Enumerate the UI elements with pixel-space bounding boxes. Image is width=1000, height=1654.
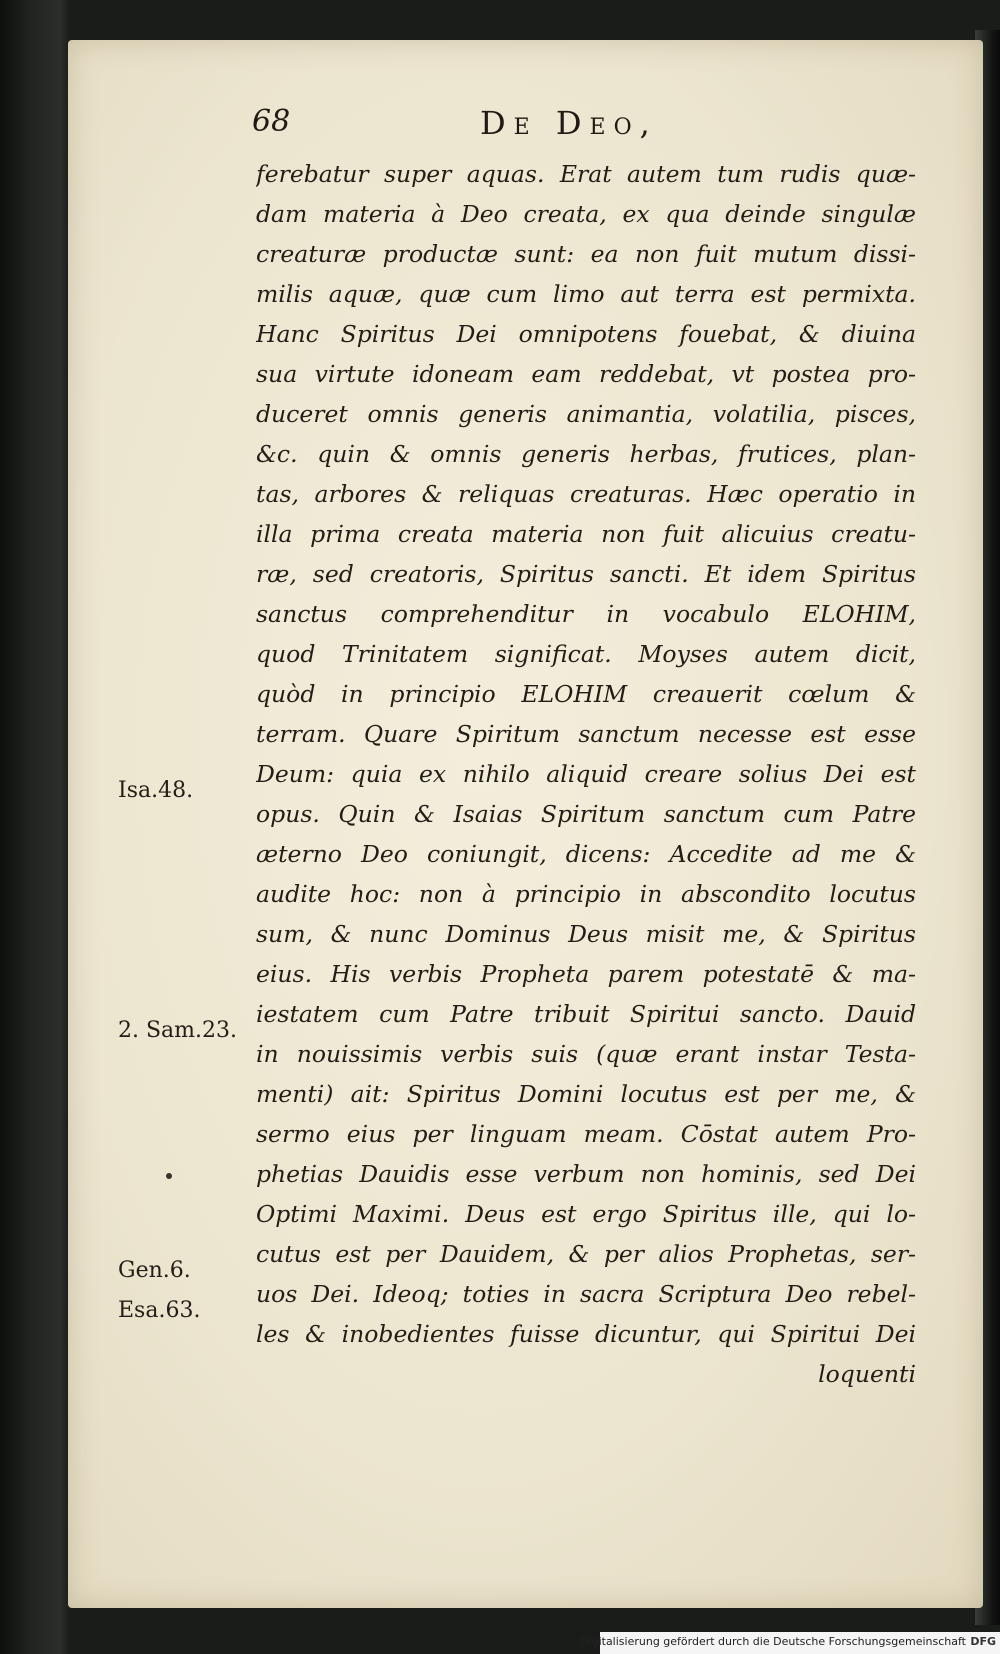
margin-note-gen: Gen.6.	[118, 1258, 191, 1283]
text-line: iestatem cum Patre tribuit Spiritui sancto. Dauid	[256, 1000, 916, 1028]
text-line: illa prima creata materia non fuit alicuius creatu-	[256, 520, 916, 548]
dfg-logo: DFG	[970, 1635, 996, 1648]
text-line: tas, arbores & reliquas creaturas. Hæc operatio in	[256, 480, 916, 508]
text-line: æterno Deo coniungit, dicens: Accedite ad me &	[256, 840, 916, 868]
text-line: ferebatur super aquas. Erat autem tum rudis quæ-	[256, 160, 916, 188]
margin-mark	[166, 1173, 172, 1179]
text-line: &c. quin & omnis generis herbas, frutices, plan-	[256, 440, 916, 468]
text-line: uos Dei. Ideoq; toties in sacra Scriptura Deo rebel-	[256, 1280, 916, 1308]
text-line: creaturæ productæ sunt: ea non fuit mutum dissi-	[256, 240, 916, 268]
margin-note-sam: 2. Sam.23.	[118, 1018, 238, 1043]
text-line: sanctus comprehenditur in vocabulo ELOHIM,	[256, 600, 916, 628]
body-text	[256, 154, 916, 1394]
text-line: sermo eius per linguam meam. Cōstat autem Pro-	[256, 1120, 916, 1148]
text-line: menti) ait: Spiritus Domini locutus est per me, &	[256, 1080, 916, 1108]
margin-note-isa: Isa.48.	[118, 778, 194, 803]
text-line: sum, & nunc Dominus Deus misit me, & Spiritus	[256, 920, 916, 948]
text-line: Optimi Maximi. Deus est ergo Spiritus ille, qui lo-	[256, 1200, 916, 1228]
running-head: De Deo,	[480, 104, 658, 142]
text-line: eius. His verbis Propheta parem potestatē & ma-	[256, 960, 916, 988]
text-line: sua virtute idoneam eam reddebat, vt postea pro-	[256, 360, 916, 388]
text-line: Deum: quia ex nihilo aliquid creare solius Dei est	[256, 760, 916, 788]
text-line: quòd in principio ELOHIM creauerit cœlum &	[256, 680, 916, 708]
margin-note-esa: Esa.63.	[118, 1298, 201, 1323]
text-line: ræ, sed creatoris, Spiritus sancti. Et idem Spiritus	[256, 560, 916, 588]
text-line: dam materia à Deo creata, ex qua deinde singulæ	[256, 200, 916, 228]
footer-bar	[580, 1632, 1000, 1654]
text-line: opus. Quin & Isaias Spiritum sanctum cum Patre	[256, 800, 916, 828]
page-header	[0, 104, 1000, 144]
text-line: cutus est per Dauidem, & per alios Prophetas, ser-	[256, 1240, 916, 1268]
catchword: loquenti	[818, 1360, 916, 1388]
text-line: phetias Dauidis esse verbum non hominis, sed Dei	[256, 1160, 916, 1188]
text-line: duceret omnis generis animantia, volatilia, pisces,	[256, 400, 916, 428]
page-number: 68	[252, 104, 291, 139]
text-line: in nouissimis verbis suis (quæ erant instar Testa-	[256, 1040, 916, 1068]
footer-credit: Digitalisierung gefördert durch die Deutsche Forschungsgemeinschaft	[580, 1635, 966, 1648]
text-line: audite hoc: non à principio in abscondito locutus	[256, 880, 916, 908]
text-line: milis aquæ, quæ cum limo aut terra est permixta.	[256, 280, 916, 308]
text-line: quod Trinitatem significat. Moyses autem dicit,	[256, 640, 916, 668]
text-line: terram. Quare Spiritum sanctum necesse est esse	[256, 720, 916, 748]
text-line: Hanc Spiritus Dei omnipotens fouebat, & diuina	[256, 320, 916, 348]
text-line: les & inobedientes fuisse dicuntur, qui Spiritui Dei	[256, 1320, 916, 1348]
